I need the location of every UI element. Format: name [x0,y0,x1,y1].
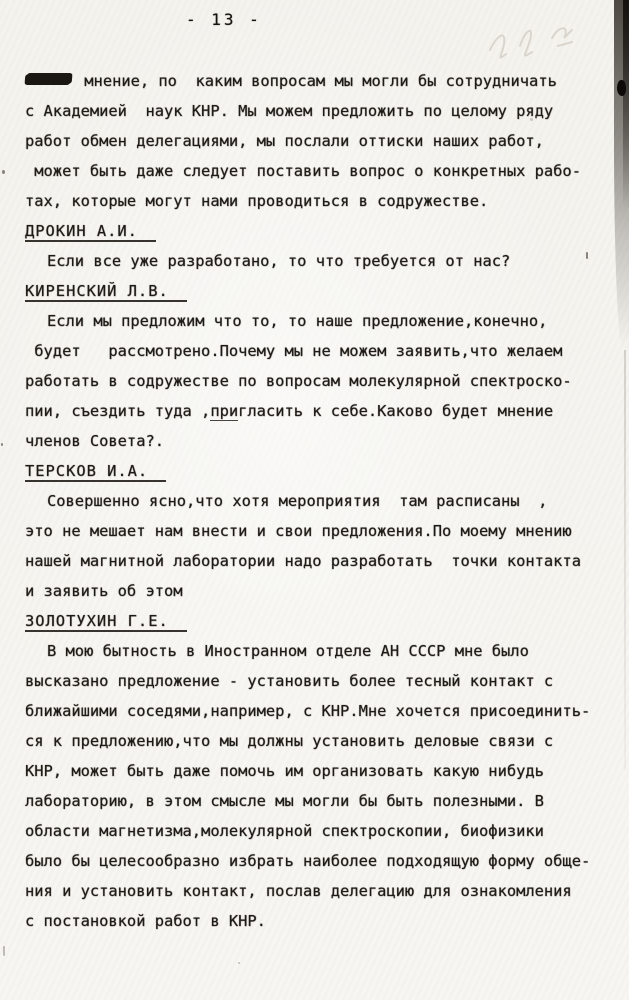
struck-out-word [25,74,73,84]
scan-speck [1,443,3,446]
text-line: с постановкой работ в КНР. [25,912,266,930]
scan-edge-shadow-dark [623,0,629,210]
text-line: мнение, по каким вопросам мы могли бы сотрудничать [25,66,615,96]
text-line: области магнетизма,молекулярной спектроскопии, биофизики [25,822,544,840]
text-line: Если мы предложим что то, то наше предложение,конечно, [47,312,548,330]
text-line: работ обмен делегациями, мы послали оттиски наших работ, [25,132,544,150]
text-line: тах, которые могут нами проводиться в содружестве. [25,192,489,210]
speaker-heading: ЗОЛОТУХИН Г.Е. [25,606,615,636]
text-line: лабораторию, в этом смысле мы могли бы быть полезными. В [25,792,544,810]
text-line: и заявить об этом [25,582,183,600]
text-line: высказано предложение - установить более тесный контакт с [25,672,554,690]
page-number: - 13 - [186,10,262,29]
text-line: КНР, может быть даже помочь им организовать какую нибудь [25,762,544,780]
scan-speck [530,118,533,121]
scan-speck [238,962,240,964]
text-line: Если все уже разработано, то что требуется от нас? [47,252,511,270]
text-line: ближайшими соседями,например, с КНР.Мне хочется присоединить- [25,702,591,720]
text-line: ния и установить контакт, послав делегацию для ознакомления [25,882,572,900]
scan-edge-faint-line [624,350,626,770]
text-line: было бы целесообразно избрать наиболее подходящую форму обще- [25,852,591,870]
text-line: пии, съездить туда ,пригласить к себе.Каково будет мнение [25,402,554,420]
speaker-heading: ДРОКИН А.И. [25,216,615,246]
text-line: может быть даже следует поставить вопрос о конкретных рабо- [25,162,581,180]
speaker-heading: ТЕРСКОВ И.А. [25,456,615,486]
pencil-annotation [468,16,588,72]
text-line: ся к предложению,что мы должны установить деловые связи с [25,732,554,750]
text-line: с Академией наук КНР. Мы можем предложить по целому ряду [25,102,554,120]
text-line: это не мешает нам внести и свои предложения.По моему мнению [25,522,572,540]
speaker-heading: КИРЕНСКИЙ Л.В. [25,276,615,306]
scan-speck [2,170,5,174]
scan-edge-blob [617,80,626,96]
text-line: нашей магнитной лаборатории надо разработать точки контакта [25,552,581,570]
text-block [25,66,615,936]
text-line: членов Совета?. [25,432,164,450]
scan-speck [3,946,5,956]
scan-speck [586,252,588,259]
text-line: работать в содружестве по вопросам молекулярной спектроско- [25,372,572,390]
text-line: Совершенно ясно,что хотя мероприятия там расписаны , [47,492,548,510]
text-line: будет рассмотрено.Почему мы не можем заявить,что желаем [25,342,563,360]
text-line: В мою бытность в Иностранном отделе АН СССР мне было [47,642,529,660]
